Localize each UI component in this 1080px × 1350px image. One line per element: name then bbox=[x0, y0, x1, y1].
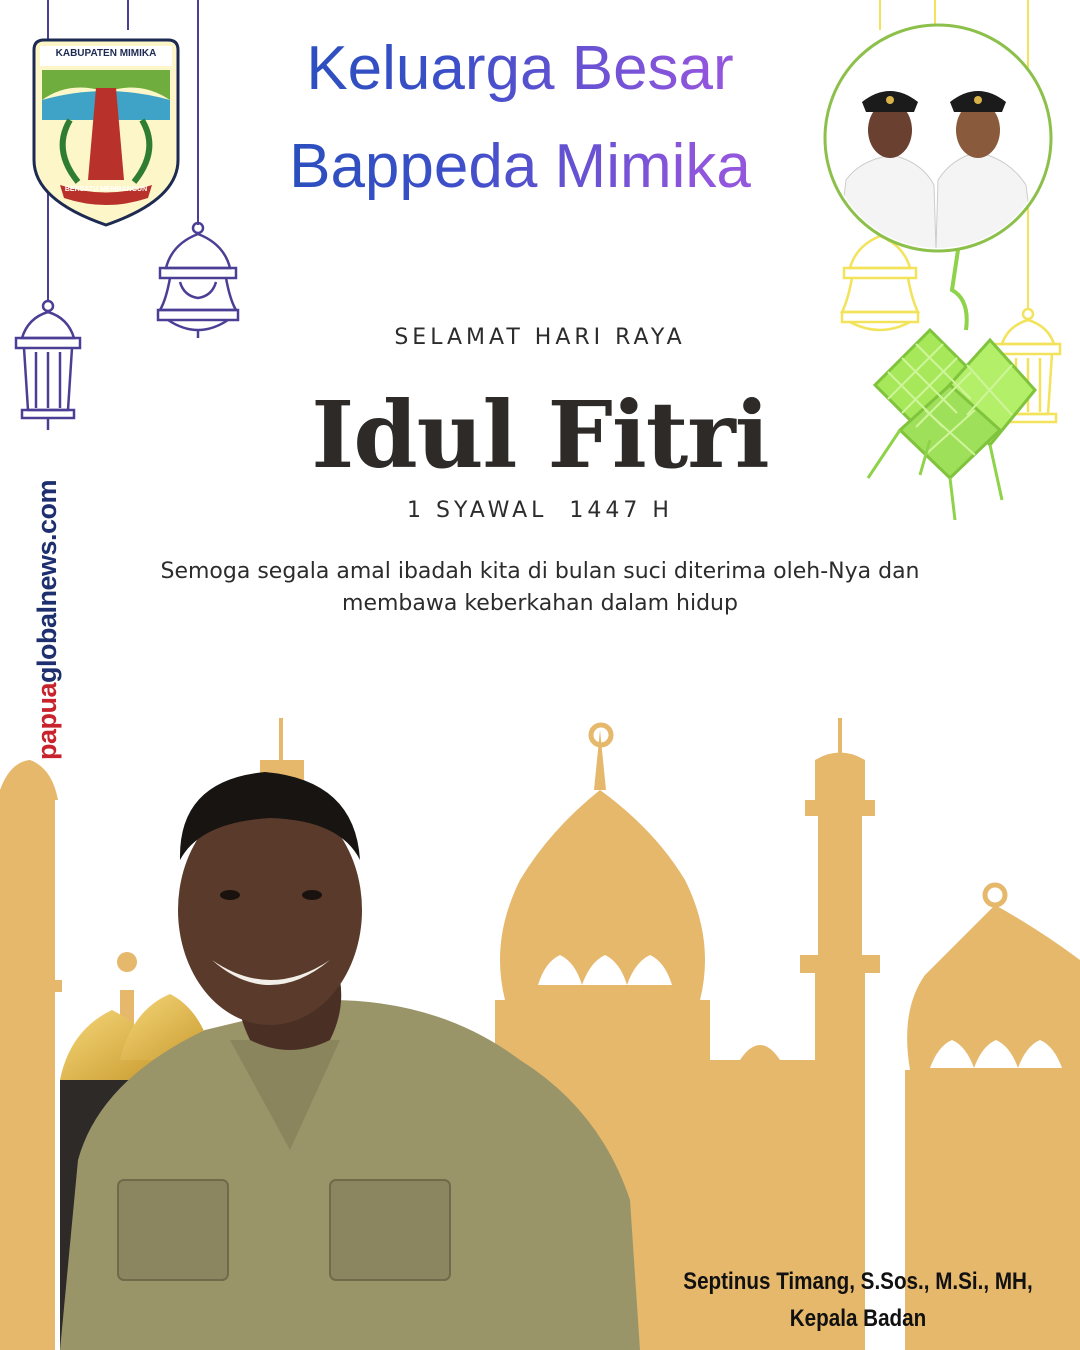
lantern-icon bbox=[158, 223, 238, 338]
greeting-kicker: SELAMAT HARI RAYA bbox=[394, 325, 686, 350]
emblem-top-text: KABUPATEN MIMIKA bbox=[55, 48, 157, 59]
holiday-date: 1 SYAWAL 1447 H bbox=[407, 498, 673, 523]
header-title-line1: Keluarga Besar bbox=[160, 34, 880, 104]
watermark-part1: papua bbox=[32, 682, 62, 760]
ketupat-icon bbox=[868, 250, 1035, 520]
leader-role: Kepala Badan bbox=[789, 1305, 927, 1332]
emblem-bottom-text: BERSATU MEMBANGUN bbox=[64, 186, 148, 193]
holiday-title: Idul Fitri bbox=[311, 381, 769, 489]
wish-text: Semoga segala amal ibadah kita di bulan suci diterima oleh-Nya dan membawa keberkahan dalam hidup bbox=[160, 559, 920, 616]
leader-name: Septinus Timang, S.Sos., M.Si., MH, bbox=[683, 1268, 1033, 1295]
emblem-logo bbox=[34, 40, 178, 225]
header-title-line2: Bappeda Mimika bbox=[160, 132, 880, 202]
watermark bbox=[28, 440, 66, 760]
watermark-part2: globalnews.com bbox=[32, 479, 62, 683]
lantern-icon bbox=[16, 301, 80, 430]
lantern-icon bbox=[842, 236, 918, 330]
